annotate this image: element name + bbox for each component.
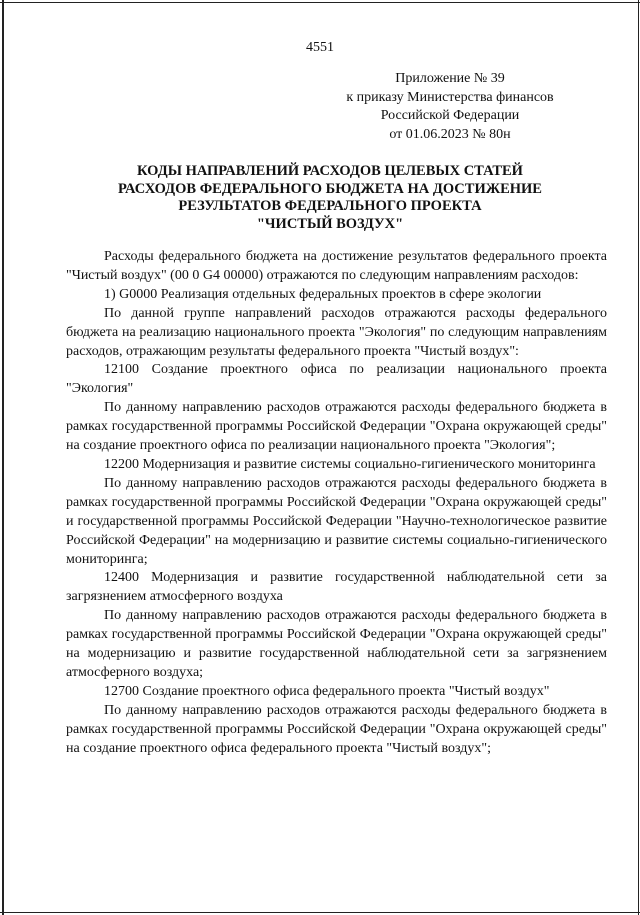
paragraph: По данному направлению расходов отражаются расходы федерального бюджета в рамках государственной программы Российской Федерации "Охрана окружающей среды" на модернизацию и развитие государственной наблюдательной сети за загрязнением атмосферного воздуха; [66, 608, 607, 680]
scan-border-left [2, 0, 4, 915]
document-title [60, 163, 600, 233]
title-line: КОДЫ НАПРАВЛЕНИЙ РАСХОДОВ ЦЕЛЕВЫХ СТАТЕЙ [137, 163, 523, 179]
scan-border-top [0, 2, 640, 3]
title-line: РЕЗУЛЬТАТОВ ФЕДЕРАЛЬНОГО ПРОЕКТА [178, 198, 482, 214]
paragraph: По данному направлению расходов отражаются расходы федерального бюджета в рамках государственной программы Российской Федерации "Охрана окружающей среды" и государственной программы Российской Федерации "Научно-технологическое развитие Российской Федерации" на модернизацию и развитие системы социально-гигиенического мониторинга; [66, 475, 607, 567]
title-line: РАСХОДОВ ФЕДЕРАЛЬНОГО БЮДЖЕТА НА ДОСТИЖЕНИЕ [118, 180, 542, 197]
paragraph: По данному направлению расходов отражаются расходы федерального бюджета в рамках государственной программы Российской Федерации "Охрана окружающей среды" на создание проектного офиса федерального проекта "Чистый воздух"; [66, 702, 607, 756]
paragraph-group-heading: 1) G0000 Реализация отдельных федеральных проектов в сфере экологии [104, 286, 542, 302]
document-body [66, 248, 607, 758]
paragraph-code-heading: 12700 Создание проектного офиса федерального проекта "Чистый воздух" [104, 683, 550, 699]
paragraph-code-heading: 12200 Модернизация и развитие системы социально-гигиенического мониторинга [104, 456, 596, 472]
scan-border-right [638, 0, 639, 915]
paragraph-code-heading: 12100 Создание проектного офиса по реализации национального проекта "Экология" [66, 362, 607, 397]
title-line: "ЧИСТЫЙ ВОЗДУХ" [256, 215, 404, 232]
page-number: 4551 [306, 40, 334, 55]
paragraph: По данной группе направлений расходов отражаются расходы федерального бюджета на реализацию национального проекта "Экология" по следующим направлениям расходов, отражающим результаты федерального проекта "Чистый воздух": [66, 305, 607, 359]
appendix-line: к приказу Министерства финансов [346, 89, 554, 105]
appendix-line: Российской Федерации [380, 108, 520, 123]
appendix-header [300, 70, 600, 144]
appendix-line: от 01.06.2023 № 80н [389, 126, 511, 142]
paragraph-intro: Расходы федерального бюджета на достижение результатов федерального проекта "Чистый воздух" (00 0 G4 00000) отражаются по следующим направлениям расходов: [66, 249, 607, 283]
scan-border-bottom [0, 912, 640, 913]
appendix-line: Приложение № 39 [395, 71, 505, 86]
paragraph: По данному направлению расходов отражаются расходы федерального бюджета в рамках государственной программы Российской Федерации "Охрана окружающей среды" на создание проектного офиса по реализации национального проекта "Экология"; [66, 400, 607, 454]
paragraph-code-heading: 12400 Модернизация и развитие государственной наблюдательной сети за загрязнением атмосферного воздуха [66, 570, 607, 605]
